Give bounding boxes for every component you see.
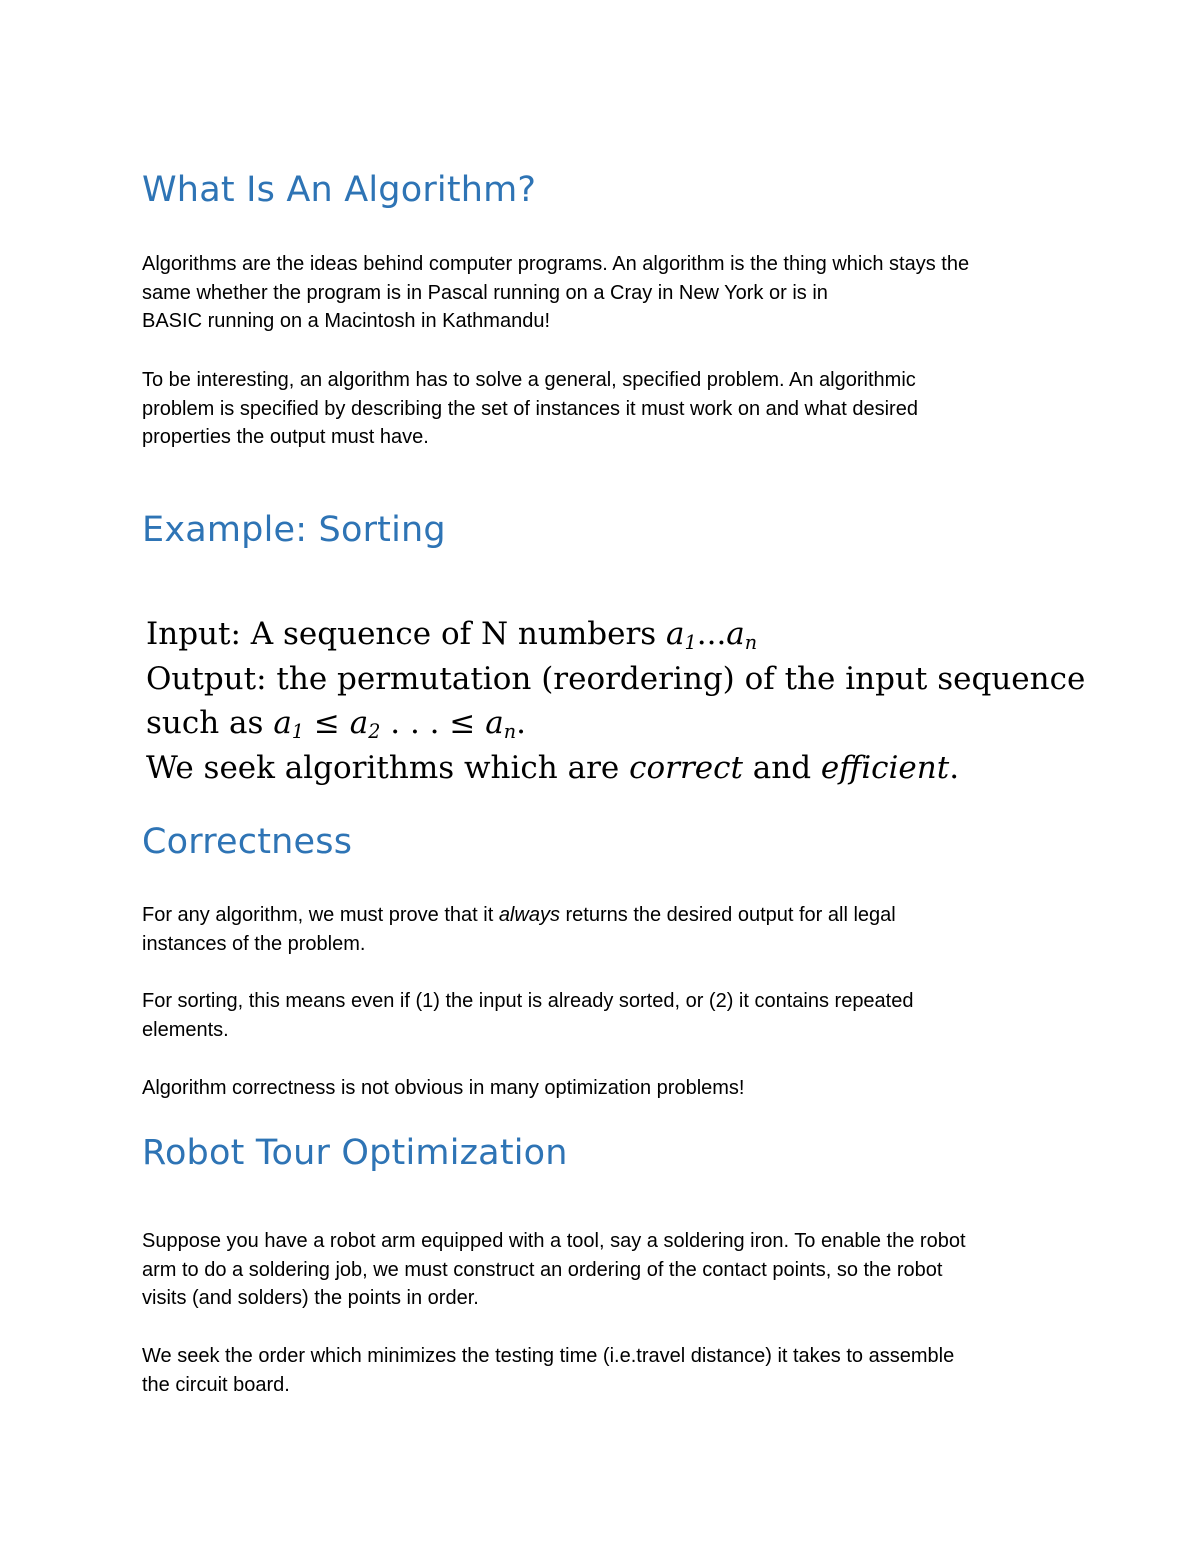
seek-line: [146, 746, 1066, 791]
text-line: same whether the program is in Pascal running on a Cray in New York or is in: [142, 281, 828, 304]
paragraph-correctness-sorting: [142, 987, 1062, 1044]
paragraph-algorithm-interesting: [142, 366, 1062, 452]
math-an: $a_n$: [485, 705, 517, 743]
emphasis-correct: correct: [629, 749, 743, 786]
math-an: $a_n$: [726, 616, 758, 654]
math-leq: ≤: [304, 705, 350, 741]
output-line: Output: the permutation (reordering) of the input sequence: [146, 660, 1086, 697]
input-label: Input: A sequence of N numbers: [146, 616, 657, 652]
sorting-definition-image: [146, 612, 1086, 790]
math-period: .: [516, 705, 526, 741]
paragraph-robot-arm: [142, 1227, 1062, 1313]
text-line: problem is specified by describing the set of instances it must work on and what desired: [142, 397, 918, 420]
text-line: properties the output must have.: [142, 426, 429, 448]
paragraph-robot-order: [142, 1342, 1062, 1399]
such-as-line: [146, 701, 1066, 746]
input-line: [146, 612, 1066, 657]
text-line: For sorting, this means even if (1) the input is already sorted, or (2) it contains repeated: [142, 990, 914, 1012]
text-line: BASIC running on a Macintosh in Kathmandu!: [142, 310, 551, 332]
text-line: For any algorithm, we must prove that it always returns the desired output for all legal: [142, 904, 896, 926]
paragraph-correctness-prove: [142, 901, 1062, 958]
text-line: instances of the problem.: [142, 932, 366, 955]
seek-and: and: [742, 749, 821, 786]
math-ellipsis: . . .: [380, 705, 450, 741]
heading-example-sorting: Example: Sorting: [142, 510, 446, 550]
text-line: visits (and solders) the points in order.: [142, 1287, 479, 1309]
paragraph-correctness-optimization: [142, 1074, 1062, 1103]
text-line: We seek the order which minimizes the testing time (i.e.travel distance) it takes to assemble: [142, 1345, 955, 1367]
such-as-label: such as: [146, 705, 274, 741]
math-leq: ≤: [449, 705, 486, 741]
math-a1: $a_1$: [273, 705, 305, 743]
text-line: To be interesting, an algorithm has to solve a general, specified problem. An algorithmic: [142, 369, 916, 391]
text-line: elements.: [142, 1018, 229, 1041]
text-line: Algorithms are the ideas behind computer programs. An algorithm is the thing which stays the: [142, 253, 970, 275]
text-line: the circuit board.: [142, 1373, 290, 1396]
emphasis-always: always: [498, 904, 560, 926]
math-a1: $a_1$: [666, 616, 697, 654]
math-a2: $a_2$: [349, 705, 381, 743]
text-line: Suppose you have a robot arm equipped with a tool, say a soldering iron. To enable the robot: [142, 1230, 966, 1252]
seek-suffix: .: [949, 749, 960, 786]
heading-what-is-an-algorithm: What Is An Algorithm?: [142, 170, 537, 210]
heading-correctness: Correctness: [142, 822, 353, 862]
seek-prefix: We seek algorithms which are: [146, 749, 630, 786]
math-ellipsis: ...: [696, 616, 727, 652]
emphasis-efficient: efficient: [820, 749, 950, 786]
paragraph-algorithm-definition: [142, 250, 1062, 336]
heading-robot-tour-optimization: Robot Tour Optimization: [142, 1133, 568, 1173]
text-line: arm to do a soldering job, we must construct an ordering of the contact points, so the robot: [142, 1258, 943, 1281]
text-line: Algorithm correctness is not obvious in many optimization problems!: [142, 1077, 745, 1099]
